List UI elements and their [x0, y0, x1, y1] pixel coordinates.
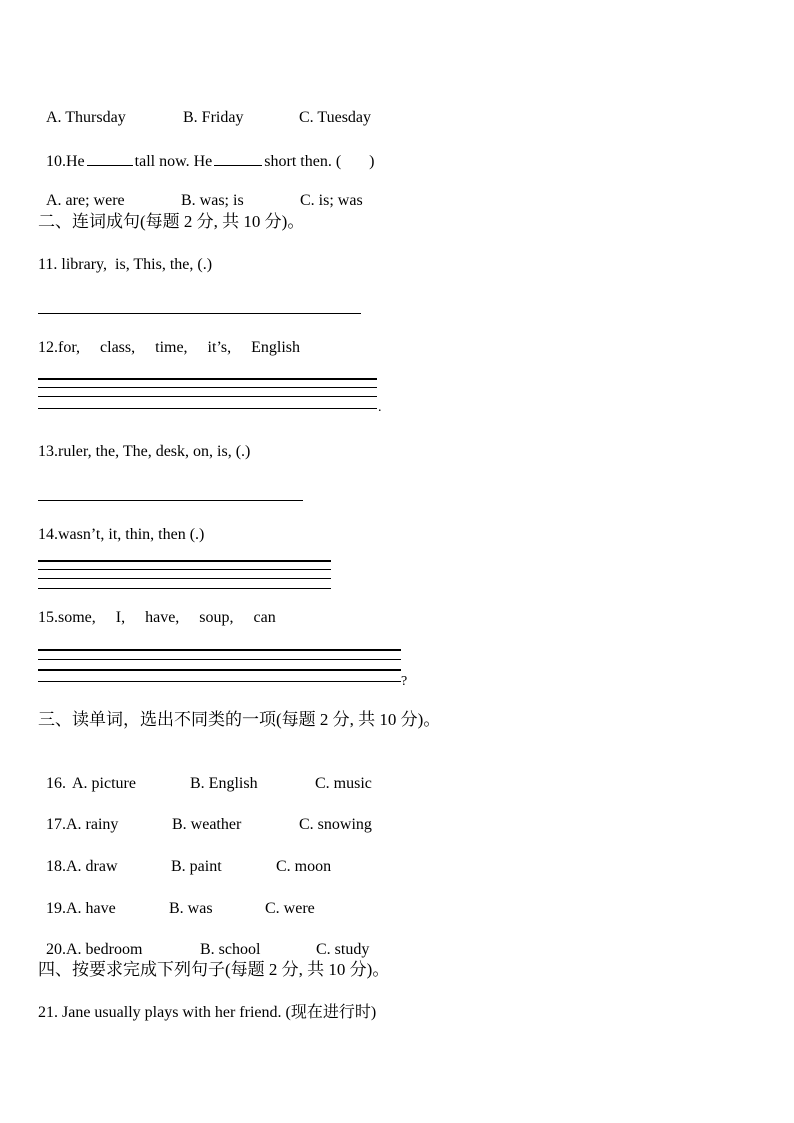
q17-row: [38, 795, 372, 835]
q14-text: 14.wasn’t, it, thin, then (.): [38, 526, 205, 543]
q17-number: 17.: [46, 816, 66, 833]
q12-answer-line-2[interactable]: [38, 387, 377, 388]
q13-answer-line[interactable]: [38, 500, 303, 501]
q15-answer-line-2[interactable]: [38, 659, 401, 660]
q15-answer-line-4[interactable]: [38, 681, 401, 682]
q18-number: 18.: [46, 858, 66, 875]
q10-mid1: tall now. He: [134, 153, 213, 170]
q10-option-b: B. was; is: [181, 192, 244, 209]
q9-option-b: B. Friday: [183, 109, 244, 126]
q9-option-c: C. Tuesday: [299, 109, 372, 126]
q19-number: 19.: [46, 900, 66, 917]
q15-end-mark: ?: [401, 674, 408, 689]
q15-answer-line-1[interactable]: [38, 649, 401, 651]
q11-answer-line[interactable]: [38, 313, 361, 314]
q17-option-b: B. weather: [172, 816, 242, 833]
q19-row: [38, 879, 315, 919]
q10-mid2: short then. (: [264, 153, 342, 170]
q20-option-a: A. bedroom: [66, 941, 143, 958]
section4-heading: 四、按要求完成下列句子(每题 2 分, 共 10 分)。: [38, 960, 390, 979]
q15-text: 15.some, I, have, soup, can: [38, 609, 276, 626]
q10-question: [38, 130, 374, 172]
q10-options: [38, 171, 363, 211]
q18-option-b: B. paint: [171, 858, 222, 875]
section3-heading: 三、读单词，选出不同类的一项(每题 2 分, 共 10 分)。: [38, 710, 441, 729]
q18-option-a: A. draw: [66, 858, 118, 875]
q14-answer-line-3[interactable]: [38, 578, 331, 579]
q12-text: 12.for, class, time, it’s, English: [38, 339, 301, 356]
q16-row: [38, 754, 372, 794]
q14-answer-line-2[interactable]: [38, 569, 331, 570]
q10-close-paren: ): [369, 153, 375, 170]
q9-option-a: A. Thursday: [46, 109, 126, 126]
q16-option-c: C. music: [315, 775, 372, 792]
q16-option-a: A. picture: [72, 775, 136, 792]
q20-option-b: B. school: [200, 941, 261, 958]
q12-answer-line-3[interactable]: [38, 396, 377, 397]
q20-number: 20.: [46, 941, 66, 958]
q15-answer-line-3[interactable]: [38, 669, 401, 671]
q18-option-c: C. moon: [276, 858, 332, 875]
q10-blank-2[interactable]: [214, 150, 262, 166]
q19-option-a: A. have: [66, 900, 116, 917]
q10-blank-1[interactable]: [87, 150, 133, 166]
section2-heading: 二、连词成句(每题 2 分, 共 10 分)。: [38, 212, 305, 231]
q13-text: 13.ruler, the, The, desk, on, is, (.): [38, 443, 251, 460]
q18-row: [38, 837, 331, 877]
q17-option-c: C. snowing: [299, 816, 372, 833]
q10-option-c: C. is; was: [300, 192, 363, 209]
q16-number: 16.: [46, 775, 66, 792]
q12-end-mark: .: [378, 400, 382, 415]
q10-option-a: A. are; were: [46, 192, 125, 209]
q17-option-a: A. rainy: [66, 816, 119, 833]
q20-row: [38, 920, 369, 960]
q19-option-b: B. was: [169, 900, 213, 917]
q12-answer-line-1[interactable]: [38, 378, 377, 380]
q10-prefix: 10.He: [46, 153, 85, 170]
q14-answer-line-4[interactable]: [38, 588, 331, 589]
q20-option-c: C. study: [316, 941, 370, 958]
q9-options: [38, 88, 371, 128]
q14-answer-line-1[interactable]: [38, 560, 331, 562]
q16-option-b: B. English: [190, 775, 258, 792]
q12-answer-line-4[interactable]: [38, 408, 377, 409]
q21-text: 21. Jane usually plays with her friend. (现在进行时): [38, 1004, 377, 1021]
q11-text: 11. library, is, This, the, (.): [38, 256, 213, 273]
q19-option-c: C. were: [265, 900, 315, 917]
